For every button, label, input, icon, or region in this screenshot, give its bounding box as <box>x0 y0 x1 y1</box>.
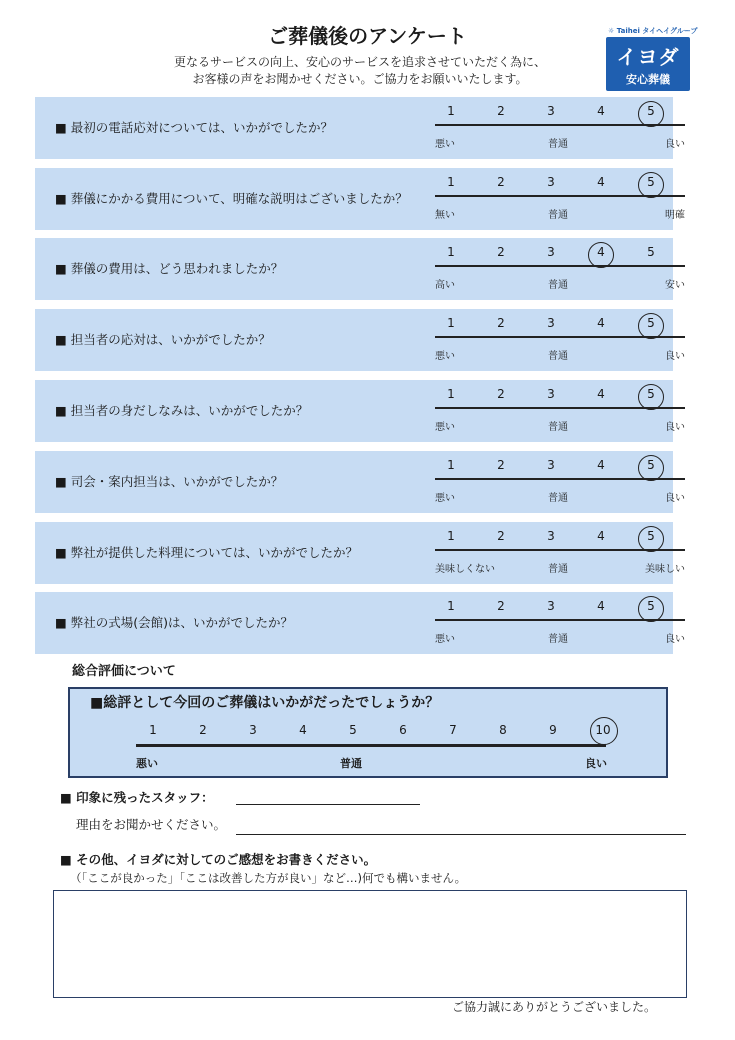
overall-option-9[interactable]: 9 <box>549 723 557 737</box>
scale-option-4[interactable]: 4 <box>597 529 605 543</box>
question-text: ■ 司会・案内担当は、いかがでしたか？ <box>55 474 284 489</box>
question-text: ■ 担当者の身だしなみは、いかがでしたか？ <box>55 403 309 418</box>
scale-line <box>435 478 685 480</box>
scale-high-label: 美味しい <box>645 564 685 575</box>
other-comments-label: ■ その他、イヨダに対してのご感想をお書きください。 <box>60 852 377 867</box>
scale-low-label: 美味しくない <box>435 564 495 575</box>
comment-box[interactable] <box>53 890 687 998</box>
scale-option-3[interactable]: 3 <box>547 458 555 472</box>
overall-mid-label: 普通 <box>340 757 362 770</box>
question-row <box>35 168 685 230</box>
intro-line-1: 更なるサービスの向上、安心のサービスを追求させていただく為に、 <box>173 55 546 69</box>
scale-option-3[interactable]: 3 <box>547 529 555 543</box>
scale-option-3[interactable]: 3 <box>547 245 555 259</box>
scale-numbers <box>441 245 701 263</box>
intro-text <box>140 54 580 88</box>
scale-mid-label: 普通 <box>548 280 568 291</box>
scale-option-3[interactable]: 3 <box>547 316 555 330</box>
question-row <box>35 522 685 584</box>
question-text: ■ 弊社が提供した料理については、いかがでしたか？ <box>55 545 359 560</box>
question-text: ■ 担当者の応対は、いかがでしたか？ <box>55 332 271 347</box>
scale-option-1[interactable]: 1 <box>447 529 455 543</box>
scale-mid-label: 普通 <box>548 634 568 645</box>
scale-low-label: 高い <box>435 280 455 291</box>
overall-option-4[interactable]: 4 <box>299 723 307 737</box>
overall-option-3[interactable]: 3 <box>249 723 257 737</box>
scale-option-5[interactable]: 5 <box>647 316 655 330</box>
staff-label: ■ 印象に残ったスタッフ： <box>60 790 214 805</box>
scale-option-1[interactable]: 1 <box>447 387 455 401</box>
scale-high-label: 良い <box>665 351 685 362</box>
scale-option-5[interactable]: 5 <box>647 175 655 189</box>
scale-high-label: 良い <box>665 493 685 504</box>
scale-high-label: 安い <box>665 280 685 291</box>
scale-option-3[interactable]: 3 <box>547 104 555 118</box>
scale-option-4[interactable]: 4 <box>597 458 605 472</box>
overall-question: ■総評として今回のご葬儀はいかがだったでしょうか？ <box>90 695 440 711</box>
scale-mid-label: 普通 <box>548 493 568 504</box>
scale-option-2[interactable]: 2 <box>497 175 505 189</box>
scale-line <box>435 619 685 621</box>
scale-option-4[interactable]: 4 <box>597 387 605 401</box>
scale-option-3[interactable]: 3 <box>547 175 555 189</box>
scale-option-4[interactable]: 4 <box>597 104 605 118</box>
scale-option-4[interactable]: 4 <box>597 245 605 259</box>
scale-option-1[interactable]: 1 <box>447 104 455 118</box>
question-row <box>35 451 685 513</box>
overall-option-5[interactable]: 5 <box>349 723 357 737</box>
scale-option-4[interactable]: 4 <box>597 599 605 613</box>
scale-option-1[interactable]: 1 <box>447 175 455 189</box>
question-text: ■ 最初の電話応対については、いかがでしたか？ <box>55 120 334 135</box>
staff-input-line[interactable] <box>236 804 420 805</box>
scale-option-5[interactable]: 5 <box>647 599 655 613</box>
intro-line-2: お客様の声をお聞かせください。ご協力をお願いいたします。 <box>192 72 528 86</box>
scale-high-label: 良い <box>665 634 685 645</box>
scale-mid-label: 普通 <box>548 210 568 221</box>
overall-rating-box <box>68 687 668 778</box>
scale-low-label: 悪い <box>435 351 455 362</box>
scale-line <box>435 336 685 338</box>
scale-option-4[interactable]: 4 <box>597 175 605 189</box>
other-comments-note: （「ここが良かった」「ここは改善した方が良い」など…)何でも構いません。 <box>70 871 467 885</box>
question-row <box>35 380 685 442</box>
overall-option-8[interactable]: 8 <box>499 723 507 737</box>
company-logo <box>606 37 690 91</box>
scale-mid-label: 普通 <box>548 351 568 362</box>
scale-option-3[interactable]: 3 <box>547 599 555 613</box>
scale-option-2[interactable]: 2 <box>497 316 505 330</box>
reason-input-line[interactable] <box>236 834 686 835</box>
overall-low-label: 悪い <box>136 757 158 770</box>
question-row <box>35 309 685 371</box>
scale-line <box>435 265 685 267</box>
scale-option-3[interactable]: 3 <box>547 387 555 401</box>
logo-name: イヨダ <box>616 45 680 69</box>
scale-line <box>435 124 685 126</box>
group-name <box>608 26 697 36</box>
logo-sub: 安心葬儀 <box>626 73 670 86</box>
scale-option-5[interactable]: 5 <box>647 458 655 472</box>
scale-mid-label: 普通 <box>548 139 568 150</box>
overall-selected-circle <box>590 717 618 745</box>
overall-scale-line <box>136 744 606 747</box>
scale-high-label: 明確 <box>665 210 685 221</box>
scale-option-2[interactable]: 2 <box>497 529 505 543</box>
scale-option-5[interactable]: 5 <box>647 245 655 259</box>
overall-option-2[interactable]: 2 <box>199 723 207 737</box>
scale-line <box>435 549 685 551</box>
question-text: ■ 弊社の式場(会館)は、いかがでしたか？ <box>55 615 294 630</box>
scale-option-4[interactable]: 4 <box>597 316 605 330</box>
scale-low-label: 悪い <box>435 139 455 150</box>
scale-option-5[interactable]: 5 <box>647 104 655 118</box>
overall-option-10[interactable]: 10 <box>595 723 611 737</box>
scale-option-1[interactable]: 1 <box>447 245 455 259</box>
overall-option-7[interactable]: 7 <box>449 723 457 737</box>
scale-mid-label: 普通 <box>548 422 568 433</box>
scale-low-label: 悪い <box>435 634 455 645</box>
overall-high-label: 良い <box>585 757 607 770</box>
scale-low-label: 悪い <box>435 422 455 433</box>
reason-label: 理由をお聞かせください。 <box>76 817 227 832</box>
overall-option-1[interactable]: 1 <box>149 723 157 737</box>
scale-option-1[interactable]: 1 <box>447 458 455 472</box>
scale-high-label: 良い <box>665 139 685 150</box>
scale-option-2[interactable]: 2 <box>497 104 505 118</box>
scale-line <box>435 407 685 409</box>
scale-option-5[interactable]: 5 <box>647 387 655 401</box>
group-name-text: タイヘイグループ <box>642 27 698 35</box>
scale-mid-label: 普通 <box>548 564 568 575</box>
scale-option-5[interactable]: 5 <box>647 529 655 543</box>
overall-option-6[interactable]: 6 <box>399 723 407 737</box>
scale-low-label: 無い <box>435 210 455 221</box>
question-row <box>35 97 685 159</box>
scale-option-2[interactable]: 2 <box>497 245 505 259</box>
thanks-text: ご協力誠にありがとうございました。 <box>452 1000 657 1014</box>
sun-icon: ☼ <box>608 27 615 35</box>
group-brand-small: Taihei <box>616 27 640 35</box>
page-title: ご葬儀後のアンケート <box>268 24 467 48</box>
scale-option-2[interactable]: 2 <box>497 387 505 401</box>
overall-section-title: 総合評価について <box>72 664 176 679</box>
scale-line <box>435 195 685 197</box>
question-text: ■ 葬儀にかかる費用について、明確な説明はございましたか？ <box>55 191 408 206</box>
scale-high-label: 良い <box>665 422 685 433</box>
scale-low-label: 悪い <box>435 493 455 504</box>
scale-option-1[interactable]: 1 <box>447 316 455 330</box>
question-row <box>35 238 685 300</box>
question-row <box>35 592 685 654</box>
scale-option-1[interactable]: 1 <box>447 599 455 613</box>
question-text: ■ 葬儀の費用は、どう思われましたか？ <box>55 261 284 276</box>
scale-option-2[interactable]: 2 <box>497 599 505 613</box>
scale-option-2[interactable]: 2 <box>497 458 505 472</box>
